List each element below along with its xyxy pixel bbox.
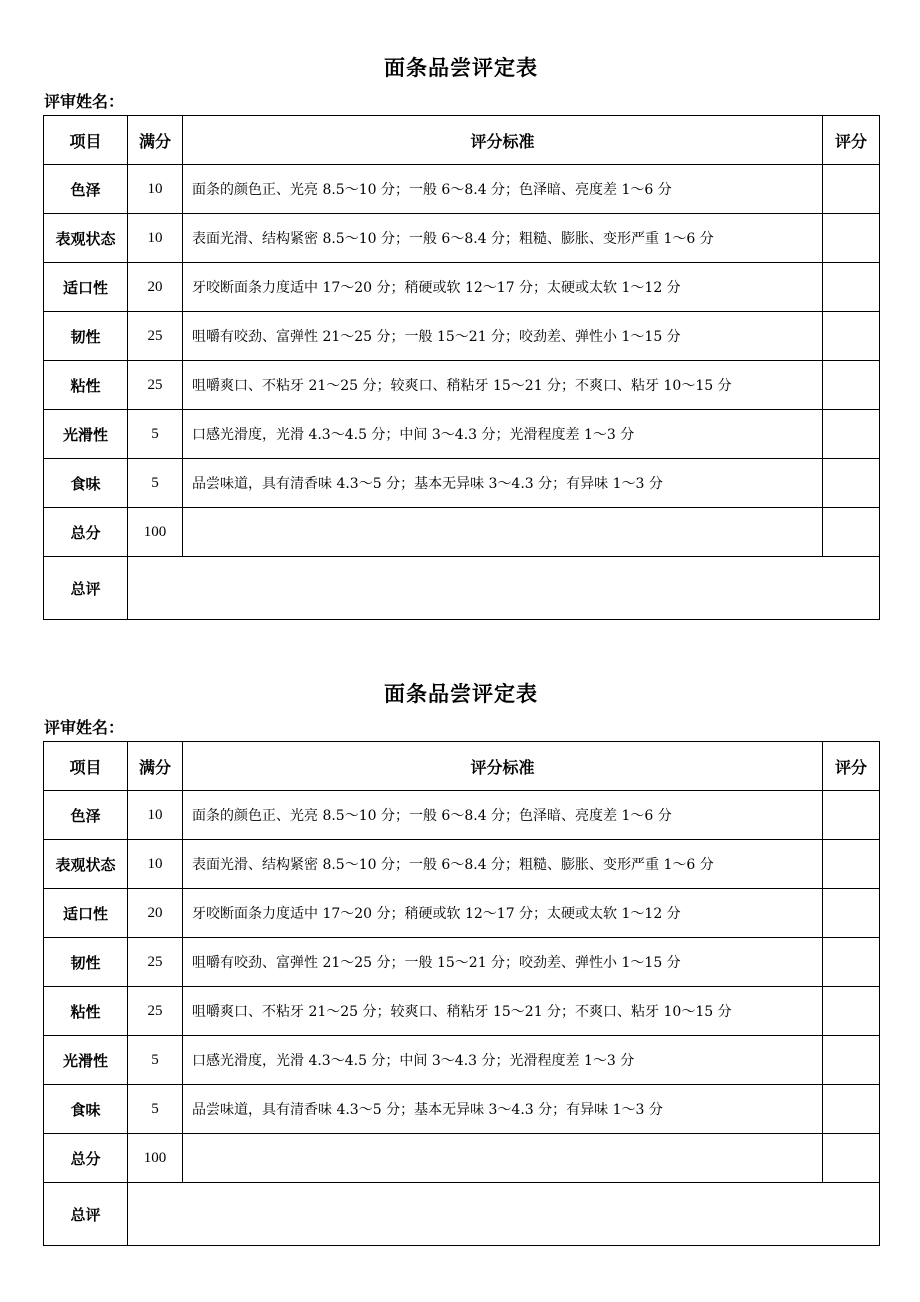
- header-criteria: 评分标准: [183, 116, 823, 165]
- table-row: [44, 938, 880, 987]
- item-name: 适口性: [44, 889, 128, 938]
- total-label: 总分: [44, 1134, 128, 1183]
- summary-input-cell[interactable]: [128, 1183, 880, 1246]
- score-input-cell[interactable]: [823, 410, 880, 459]
- full-score: 5: [128, 459, 183, 508]
- header-score: 评分: [823, 742, 880, 791]
- full-score: 5: [128, 1036, 183, 1085]
- reviewer-name-label: 评审姓名：: [44, 718, 125, 737]
- total-label: 总分: [44, 508, 128, 557]
- table-row: [44, 312, 880, 361]
- full-score: 10: [128, 165, 183, 214]
- table-header-row: [44, 742, 880, 791]
- summary-label: 总评: [44, 1183, 128, 1246]
- item-name: 表观状态: [44, 214, 128, 263]
- criteria-text: 表面光滑、结构紧密 8.5～10 分；一般 6～8.4 分；粗糙、膨胀、变形严重 1～6 分: [183, 840, 823, 889]
- item-name: 光滑性: [44, 1036, 128, 1085]
- table-header-row: [44, 116, 880, 165]
- total-score-input-cell[interactable]: [823, 508, 880, 557]
- criteria-text: 咀嚼爽口、不粘牙 21～25 分；较爽口、稍粘牙 15～21 分；不爽口、粘牙 10～15 分: [183, 361, 823, 410]
- reviewer-name-label: 评审姓名：: [44, 92, 125, 111]
- criteria-text: 面条的颜色正、光亮 8.5～10 分；一般 6～8.4 分；色泽暗、亮度差 1～6 分: [183, 165, 823, 214]
- criteria-text: 面条的颜色正、光亮 8.5～10 分；一般 6～8.4 分；色泽暗、亮度差 1～6 分: [183, 791, 823, 840]
- form-title: 面条品尝评定表: [384, 682, 538, 706]
- score-input-cell[interactable]: [823, 840, 880, 889]
- score-input-cell[interactable]: [823, 938, 880, 987]
- score-table: [43, 741, 880, 1246]
- criteria-text: 口感光滑度，光滑 4.3～4.5 分；中间 3～4.3 分；光滑程度差 1～3 分: [183, 410, 823, 459]
- full-score: 5: [128, 410, 183, 459]
- criteria-text: 口感光滑度，光滑 4.3～4.5 分；中间 3～4.3 分；光滑程度差 1～3 分: [183, 1036, 823, 1085]
- table-row: [44, 263, 880, 312]
- total-full-score: 100: [128, 508, 183, 557]
- score-input-cell[interactable]: [823, 361, 880, 410]
- table-row: [44, 889, 880, 938]
- header-score: 评分: [823, 116, 880, 165]
- total-score-input-cell[interactable]: [823, 1134, 880, 1183]
- header-item: 项目: [44, 742, 128, 791]
- item-name: 食味: [44, 1085, 128, 1134]
- item-name: 粘性: [44, 987, 128, 1036]
- table-row: [44, 1036, 880, 1085]
- summary-row: [44, 557, 880, 620]
- score-input-cell[interactable]: [823, 459, 880, 508]
- full-score: 25: [128, 938, 183, 987]
- summary-input-cell[interactable]: [128, 557, 880, 620]
- score-input-cell[interactable]: [823, 889, 880, 938]
- total-row: [44, 508, 880, 557]
- criteria-text: 表面光滑、结构紧密 8.5～10 分；一般 6～8.4 分；粗糙、膨胀、变形严重 1～6 分: [183, 214, 823, 263]
- item-name: 光滑性: [44, 410, 128, 459]
- full-score: 5: [128, 1085, 183, 1134]
- full-score: 20: [128, 263, 183, 312]
- summary-label: 总评: [44, 557, 128, 620]
- score-input-cell[interactable]: [823, 263, 880, 312]
- item-name: 韧性: [44, 938, 128, 987]
- table-row: [44, 791, 880, 840]
- full-score: 25: [128, 987, 183, 1036]
- score-input-cell[interactable]: [823, 214, 880, 263]
- full-score: 10: [128, 214, 183, 263]
- score-input-cell[interactable]: [823, 1036, 880, 1085]
- header-criteria: 评分标准: [183, 742, 823, 791]
- evaluation-form-1: [43, 52, 879, 620]
- evaluation-form-2: [43, 678, 879, 1246]
- item-name: 色泽: [44, 165, 128, 214]
- item-name: 粘性: [44, 361, 128, 410]
- criteria-text: 牙咬断面条力度适中 17～20 分；稍硬或软 12～17 分；太硬或太软 1～12 分: [183, 263, 823, 312]
- full-score: 25: [128, 312, 183, 361]
- criteria-text: 咀嚼有咬劲、富弹性 21～25 分；一般 15～21 分；咬劲差、弹性小 1～15 分: [183, 938, 823, 987]
- table-row: [44, 840, 880, 889]
- summary-row: [44, 1183, 880, 1246]
- table-row: [44, 410, 880, 459]
- full-score: 25: [128, 361, 183, 410]
- table-row: [44, 459, 880, 508]
- item-name: 适口性: [44, 263, 128, 312]
- item-name: 色泽: [44, 791, 128, 840]
- table-row: [44, 361, 880, 410]
- total-row: [44, 1134, 880, 1183]
- criteria-text: 品尝味道，具有清香味 4.3～5 分；基本无异味 3～4.3 分；有异味 1～3 分: [183, 1085, 823, 1134]
- score-input-cell[interactable]: [823, 165, 880, 214]
- header-item: 项目: [44, 116, 128, 165]
- table-row: [44, 165, 880, 214]
- score-input-cell[interactable]: [823, 1085, 880, 1134]
- header-full-score: 满分: [128, 116, 183, 165]
- full-score: 20: [128, 889, 183, 938]
- criteria-text: 咀嚼爽口、不粘牙 21～25 分；较爽口、稍粘牙 15～21 分；不爽口、粘牙 10～15 分: [183, 987, 823, 1036]
- score-input-cell[interactable]: [823, 791, 880, 840]
- score-table: [43, 115, 880, 620]
- item-name: 食味: [44, 459, 128, 508]
- item-name: 表观状态: [44, 840, 128, 889]
- score-input-cell[interactable]: [823, 987, 880, 1036]
- table-row: [44, 214, 880, 263]
- full-score: 10: [128, 791, 183, 840]
- criteria-text: 品尝味道，具有清香味 4.3～5 分；基本无异味 3～4.3 分；有异味 1～3 分: [183, 459, 823, 508]
- total-criteria: [183, 508, 823, 557]
- total-full-score: 100: [128, 1134, 183, 1183]
- criteria-text: 咀嚼有咬劲、富弹性 21～25 分；一般 15～21 分；咬劲差、弹性小 1～15 分: [183, 312, 823, 361]
- header-full-score: 满分: [128, 742, 183, 791]
- criteria-text: 牙咬断面条力度适中 17～20 分；稍硬或软 12～17 分；太硬或太软 1～12 分: [183, 889, 823, 938]
- score-input-cell[interactable]: [823, 312, 880, 361]
- item-name: 韧性: [44, 312, 128, 361]
- form-title: 面条品尝评定表: [384, 56, 538, 80]
- full-score: 10: [128, 840, 183, 889]
- table-row: [44, 1085, 880, 1134]
- table-row: [44, 987, 880, 1036]
- total-criteria: [183, 1134, 823, 1183]
